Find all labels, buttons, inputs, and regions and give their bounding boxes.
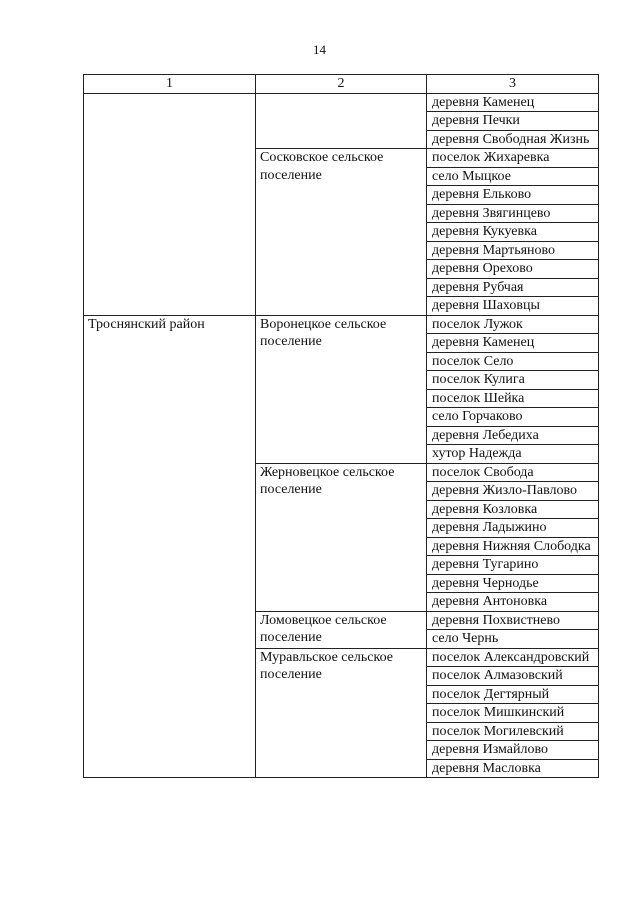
locality-cell: хутор Надежда [427, 445, 599, 464]
locality-cell: деревня Кукуевка [427, 223, 599, 242]
locality-cell: деревня Каменец [427, 334, 599, 353]
locality-cell: деревня Рубчая [427, 278, 599, 297]
settlement-cell: Муравльское сельское поселение [256, 648, 427, 778]
locality-cell: деревня Печки [427, 112, 599, 131]
locality-cell: поселок Лужок [427, 315, 599, 334]
column-header-2: 2 [256, 75, 427, 94]
locality-cell: деревня Чернодье [427, 574, 599, 593]
district-cell [84, 93, 256, 315]
locality-cell: деревня Масловка [427, 759, 599, 778]
locality-cell: поселок Жихаревка [427, 149, 599, 168]
table-row [84, 93, 599, 112]
locality-cell: поселок Могилевский [427, 722, 599, 741]
locality-cell: деревня Козловка [427, 500, 599, 519]
locality-cell: поселок Александровский [427, 648, 599, 667]
locality-cell: деревня Нижняя Слободка [427, 537, 599, 556]
locality-cell: поселок Мишкинский [427, 704, 599, 723]
settlement-cell: Сосковское сельское поселение [256, 149, 427, 316]
locality-cell: деревня Похвистнево [427, 611, 599, 630]
header-row [84, 75, 599, 94]
locality-cell: поселок Шейка [427, 389, 599, 408]
table-body [84, 93, 599, 778]
locality-cell: деревня Каменец [427, 93, 599, 112]
settlement-cell: Жерновецкое сельское поселение [256, 463, 427, 611]
settlements-table [83, 74, 599, 778]
locality-cell: деревня Ельково [427, 186, 599, 205]
locality-cell: деревня Шаховцы [427, 297, 599, 316]
locality-cell: деревня Измайлово [427, 741, 599, 760]
locality-cell: деревня Мартьяново [427, 241, 599, 260]
column-header-3: 3 [427, 75, 599, 94]
locality-cell: поселок Кулига [427, 371, 599, 390]
settlement-cell: Ломовецкое сельское поселение [256, 611, 427, 648]
locality-cell: деревня Свободная Жизнь [427, 130, 599, 149]
page-number: 14 [313, 42, 326, 57]
locality-cell: деревня Жизло-Павлово [427, 482, 599, 501]
column-header-1: 1 [84, 75, 256, 94]
locality-cell: деревня Орехово [427, 260, 599, 279]
locality-cell: деревня Ладыжино [427, 519, 599, 538]
locality-cell: село Горчаково [427, 408, 599, 427]
locality-cell: деревня Антоновка [427, 593, 599, 612]
settlement-cell [256, 93, 427, 149]
settlement-cell: Воронецкое сельское поселение [256, 315, 427, 463]
district-cell: Троснянский район [84, 315, 256, 778]
locality-cell: поселок Алмазовский [427, 667, 599, 686]
locality-cell: деревня Звягинцево [427, 204, 599, 223]
table-row [84, 315, 599, 334]
locality-cell: село Мыцкое [427, 167, 599, 186]
locality-cell: поселок Свобода [427, 463, 599, 482]
locality-cell: деревня Тугарино [427, 556, 599, 575]
locality-cell: поселок Село [427, 352, 599, 371]
locality-cell: село Чернь [427, 630, 599, 649]
locality-cell: деревня Лебедиха [427, 426, 599, 445]
locality-cell: поселок Дегтярный [427, 685, 599, 704]
